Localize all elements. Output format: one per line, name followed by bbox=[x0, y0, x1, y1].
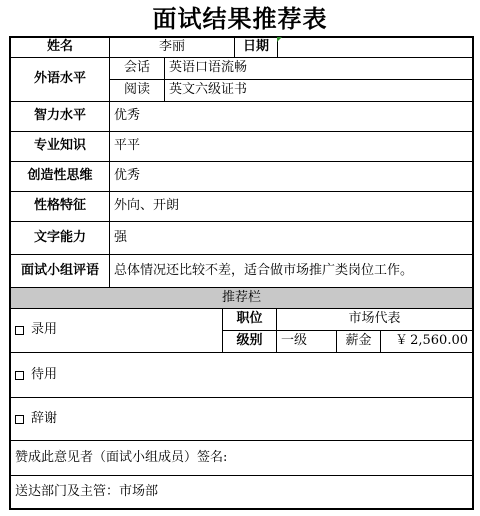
creativity-value[interactable]: 优秀 bbox=[110, 162, 472, 192]
name-value[interactable]: 李丽 bbox=[110, 38, 235, 58]
personality-value[interactable]: 外向、开朗 bbox=[110, 192, 472, 222]
form-table bbox=[9, 36, 474, 510]
salary-value: 2,560.00 bbox=[410, 333, 468, 349]
hire-checkbox[interactable] bbox=[15, 326, 24, 335]
personality-label: 性格特征 bbox=[11, 192, 110, 222]
expertise-value[interactable]: 平平 bbox=[110, 132, 472, 162]
intelligence-value[interactable]: 优秀 bbox=[110, 102, 472, 132]
writing-value[interactable]: 强 bbox=[110, 222, 472, 255]
date-value[interactable] bbox=[278, 38, 472, 58]
cell-comment-marker bbox=[277, 37, 282, 42]
foreign-language-label: 外语水平 bbox=[11, 58, 110, 102]
expertise-label: 专业知识 bbox=[11, 132, 110, 162]
grade-value[interactable]: 一级 bbox=[277, 331, 337, 353]
salary-field[interactable] bbox=[381, 331, 472, 353]
name-label: 姓名 bbox=[11, 38, 110, 58]
writing-label: 文字能力 bbox=[11, 222, 110, 255]
creativity-label: 创造性思维 bbox=[11, 162, 110, 192]
decline-checkbox[interactable] bbox=[15, 415, 24, 424]
waitlist-checkbox[interactable] bbox=[15, 371, 24, 380]
currency-symbol: ￥ bbox=[395, 333, 409, 349]
approvers-signature[interactable]: 赞成此意见者（面试小组成员）签名: bbox=[11, 441, 472, 476]
form-title: 面试结果推荐表 bbox=[152, 5, 328, 33]
reading-value[interactable]: 英文六级证书 bbox=[165, 80, 472, 102]
position-label: 职位 bbox=[223, 309, 277, 331]
intelligence-label: 智力水平 bbox=[11, 102, 110, 132]
date-label: 日期 bbox=[235, 38, 278, 58]
waitlist-label: 待用 bbox=[31, 366, 58, 382]
waitlist-option[interactable] bbox=[11, 353, 472, 398]
position-value[interactable]: 市场代表 bbox=[277, 309, 472, 331]
reading-label: 阅读 bbox=[110, 80, 165, 102]
decline-label: 辞谢 bbox=[31, 410, 58, 426]
salary-label: 薪金 bbox=[337, 331, 381, 353]
grade-label: 级别 bbox=[223, 331, 277, 353]
recommend-section-header: 推荐栏 bbox=[11, 288, 472, 309]
decline-option[interactable] bbox=[11, 398, 472, 441]
hire-option[interactable] bbox=[11, 309, 223, 353]
conversation-value[interactable]: 英语口语流畅 bbox=[165, 58, 472, 80]
hire-label: 录用 bbox=[31, 322, 58, 338]
conversation-label: 会话 bbox=[110, 58, 165, 80]
panel-comment-value[interactable]: 总体情况还比较不差，适合做市场推广类岗位工作。 bbox=[110, 255, 472, 288]
sent-to-department[interactable]: 送达部门及主管：市场部 bbox=[15, 483, 159, 499]
panel-comment-label: 面试小组评语 bbox=[11, 255, 110, 288]
